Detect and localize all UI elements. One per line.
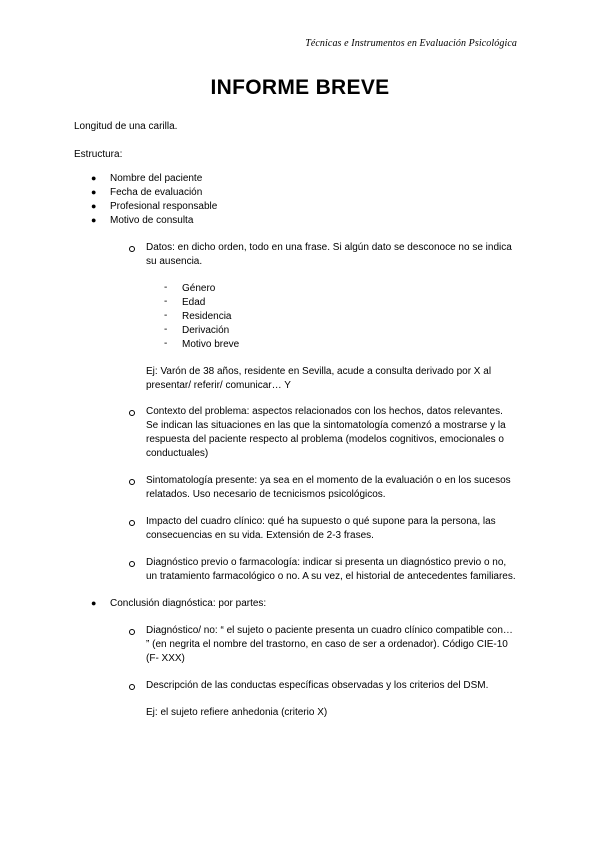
bullet-icon: ● — [91, 173, 97, 183]
diagnostico-line: Diagnóstico/ no: “ el sujeto o paciente presenta un cuadro clínico compatible con… — [146, 625, 513, 636]
diagnostico-previo-line: un tratamiento farmacológico o no. A su vez, el historial de antecedentes familiares. — [146, 571, 516, 582]
ejemplo-line: Ej: el sujeto refiere anhedonia (criterio X) — [146, 707, 328, 718]
structure-label: Estructura: — [74, 149, 123, 160]
circle-bullet-icon — [129, 479, 135, 485]
circle-bullet-icon — [129, 629, 135, 635]
circle-bullet-icon — [129, 561, 135, 567]
diagnostico-line: (F- XXX) — [146, 653, 185, 664]
sintomatologia-line: relatados. Uso necesario de tecnicismos psicológicos. — [146, 489, 386, 500]
running-header: Técnicas e Instrumentos en Evaluación Psicológica — [305, 38, 517, 49]
datos-item: Género — [182, 283, 216, 294]
dash-icon: - — [164, 310, 168, 321]
contexto-line: conductuales) — [146, 448, 209, 459]
circle-bullet-icon — [129, 684, 135, 690]
contexto-line: Se indican las situaciones en las que la sintomatología comenzó a mostrarse y la — [146, 420, 506, 431]
descripcion-line: Descripción de las conductas específicas observadas y los criterios del DSM. — [146, 680, 489, 691]
diagnostico-line: ” (en negrita el nombre del trastorno, en caso de ser a ordenador). Código CIE-10 — [146, 639, 508, 650]
impacto-line: consecuencias en su vida. Extensión de 2-3 frases. — [146, 530, 374, 541]
list-item: Motivo de consulta — [110, 215, 194, 226]
conclusion-heading: Conclusión diagnóstica: por partes: — [110, 598, 267, 609]
impacto-line: Impacto del cuadro clínico: qué ha supuesto o qué supone para la persona, las — [146, 516, 496, 527]
contexto-line: respuesta del paciente respecto al problema (modelos cognitivos, emocionales o — [146, 434, 504, 445]
bullet-icon: ● — [91, 598, 97, 608]
dash-icon: - — [164, 338, 168, 349]
list-item: Fecha de evaluación — [110, 187, 203, 198]
sintomatologia-line: Sintomatología presente: ya sea en el momento de la evaluación o en los sucesos — [146, 475, 511, 486]
circle-bullet-icon — [129, 520, 135, 526]
datos-example: Ej: Varón de 38 años, residente en Sevilla, acude a consulta derivado por X al — [146, 366, 492, 377]
datos-line: su ausencia. — [146, 256, 203, 267]
circle-bullet-icon — [129, 410, 135, 416]
bullet-icon: ● — [91, 201, 97, 211]
datos-item: Residencia — [182, 311, 232, 322]
bullet-icon: ● — [91, 187, 97, 197]
contexto-line: Contexto del problema: aspectos relacionados con los hechos, datos relevantes. — [146, 406, 503, 417]
bullet-icon: ● — [91, 215, 97, 225]
datos-example: presentar/ referir/ comunicar… Y — [146, 380, 291, 391]
length-note: Longitud de una carilla. — [74, 121, 178, 132]
list-item: Profesional responsable — [110, 201, 218, 212]
dash-icon: - — [164, 282, 168, 293]
circle-bullet-icon — [129, 246, 135, 252]
page-title: INFORME BREVE — [210, 76, 390, 99]
diagnostico-previo-line: Diagnóstico previo o farmacología: indicar si presenta un diagnóstico previo o no, — [146, 557, 507, 568]
datos-item: Motivo breve — [182, 339, 240, 350]
datos-line: Datos: en dicho orden, todo en una frase. Si algún dato se desconoce no se indica — [146, 242, 512, 253]
list-item: Nombre del paciente — [110, 173, 203, 184]
dash-icon: - — [164, 324, 168, 335]
dash-icon: - — [164, 296, 168, 307]
datos-item: Derivación — [182, 325, 230, 336]
datos-item: Edad — [182, 297, 206, 308]
